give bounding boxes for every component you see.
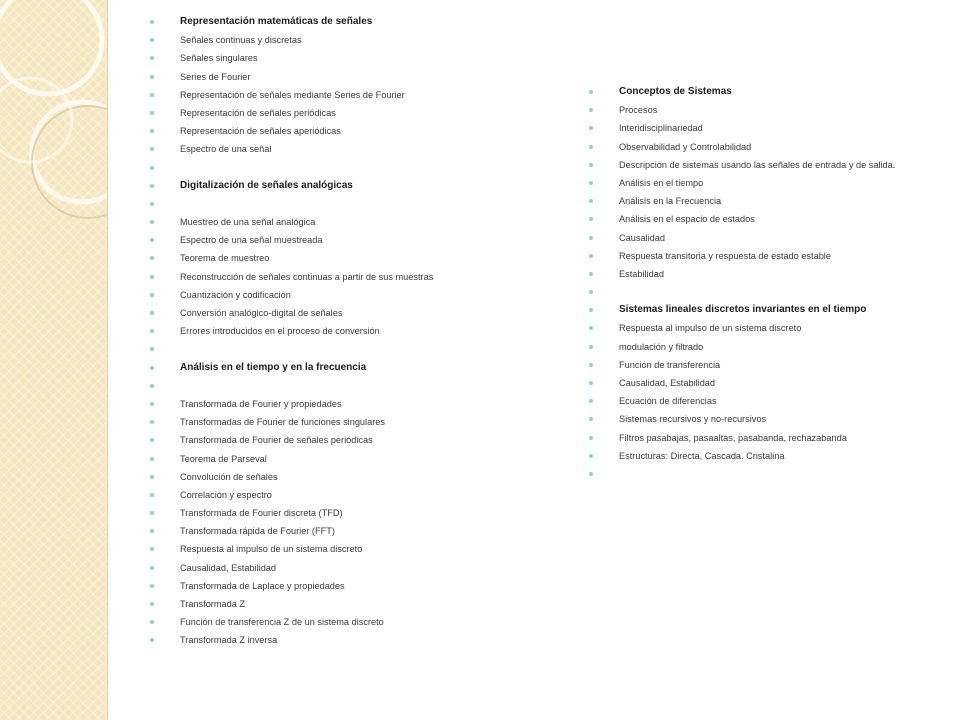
right-list-item	[589, 465, 949, 483]
right-list-item: Observabilidad y Controlabilidad	[589, 138, 949, 156]
right-list-item: Interidisciplinariedad	[589, 119, 949, 137]
left-section-heading: Análisis en el tiempo y en la frecuencia	[150, 359, 590, 377]
left-list-item: Función de transferencia Z de un sistema discreto	[150, 613, 590, 631]
left-list-item: Conversión analógico-digital de señales	[150, 304, 590, 322]
right-list-item: Sistemas recursivos y no-recursivos	[589, 410, 949, 428]
left-list-item: Transformada rápida de Fourier (FFT)	[150, 522, 590, 540]
left-list-item: Espectro de una señal muestreada	[150, 231, 590, 249]
right-list-item: Análisis en el tiempo	[589, 174, 949, 192]
left-list-item: Respuesta al impulso de un sistema discreto	[150, 540, 590, 558]
right-topic-list	[589, 83, 949, 483]
left-list-item: Representación de señales periódicas	[150, 104, 590, 122]
left-list-item	[150, 340, 590, 358]
decorative-rings-icon	[0, 0, 107, 720]
left-list-item: Series de Fourier	[150, 68, 590, 86]
left-list-item: Señales singulares	[150, 49, 590, 67]
left-list-item: Transformada de Fourier y propiedades	[150, 395, 590, 413]
left-list-item: Transformada de Fourier de señales periódicas	[150, 431, 590, 449]
left-list-item: Transformadas de Fourier de funciones singulares	[150, 413, 590, 431]
right-list-item: Respuesta al impulso de un sistema discreto	[589, 319, 949, 337]
right-list-item: Respuesta transitoria y respuesta de estado estable	[589, 247, 949, 265]
right-section-heading: Sistemas lineales discretos invariantes en el tiempo	[589, 301, 949, 319]
left-list-item	[150, 377, 590, 395]
left-list-item: Señales continuas y discretas	[150, 31, 590, 49]
right-list-item: Causalidad, Estabilidad	[589, 374, 949, 392]
left-list-item: Reconstrucción de señales continuas a partir de sus muestras	[150, 268, 590, 286]
right-list-item	[589, 283, 949, 301]
left-list-item: Transformada de Laplace y propiedades	[150, 577, 590, 595]
left-list-item: Teorema de Parseval	[150, 450, 590, 468]
right-list-item: Función de transferencia	[589, 356, 949, 374]
left-list-item: Correlación y espectro	[150, 486, 590, 504]
right-list-item: Estructuras: Directa, Cascada. Cristalina	[589, 447, 949, 465]
right-list-item: Ecuación de diferencias	[589, 392, 949, 410]
left-list-item: Representación de señales aperiódicas	[150, 122, 590, 140]
left-list-item: Convolución de señales	[150, 468, 590, 486]
left-topic-list	[150, 13, 590, 650]
right-list-item: modulación y filtrado	[589, 338, 949, 356]
left-list-item: Transformada de Fourier discreta (TFD)	[150, 504, 590, 522]
left-list-item: Espectro de una señal	[150, 140, 590, 158]
right-list-item: Filtros pasabajas, pasaaltas, pasabanda, rechazabanda	[589, 429, 949, 447]
right-list-item: Descripción de sistemas usando las señales de entrada y de salida.	[589, 156, 949, 174]
left-section-heading: Representación matemáticas de señales	[150, 13, 590, 31]
decorative-sidebar	[0, 0, 108, 720]
right-list-item: Estabilidad	[589, 265, 949, 283]
left-list-item: Causalidad, Estabilidad	[150, 559, 590, 577]
left-list-item	[150, 195, 590, 213]
right-list-item: Análisis en el espacio de estados	[589, 210, 949, 228]
right-section-heading: Conceptos de Sistemas	[589, 83, 949, 101]
left-list-item: Errores introducidos en el proceso de conversión	[150, 322, 590, 340]
left-list-item: Teorema de muestreo	[150, 249, 590, 267]
left-list-item: Cuantización y codificación	[150, 286, 590, 304]
right-list-item: Procesos	[589, 101, 949, 119]
left-list-item: Transformada Z inversa	[150, 631, 590, 649]
left-list-item: Muestreo de una señal analógica	[150, 213, 590, 231]
left-list-item	[150, 159, 590, 177]
right-list-item: Causalidad	[589, 229, 949, 247]
left-list-item: Transformada Z	[150, 595, 590, 613]
left-list-item: Representación de señales mediante Series de Fourier	[150, 86, 590, 104]
right-list-item: Análisis en la Frecuencia	[589, 192, 949, 210]
left-section-heading: Digitalización de señales analógicas	[150, 177, 590, 195]
